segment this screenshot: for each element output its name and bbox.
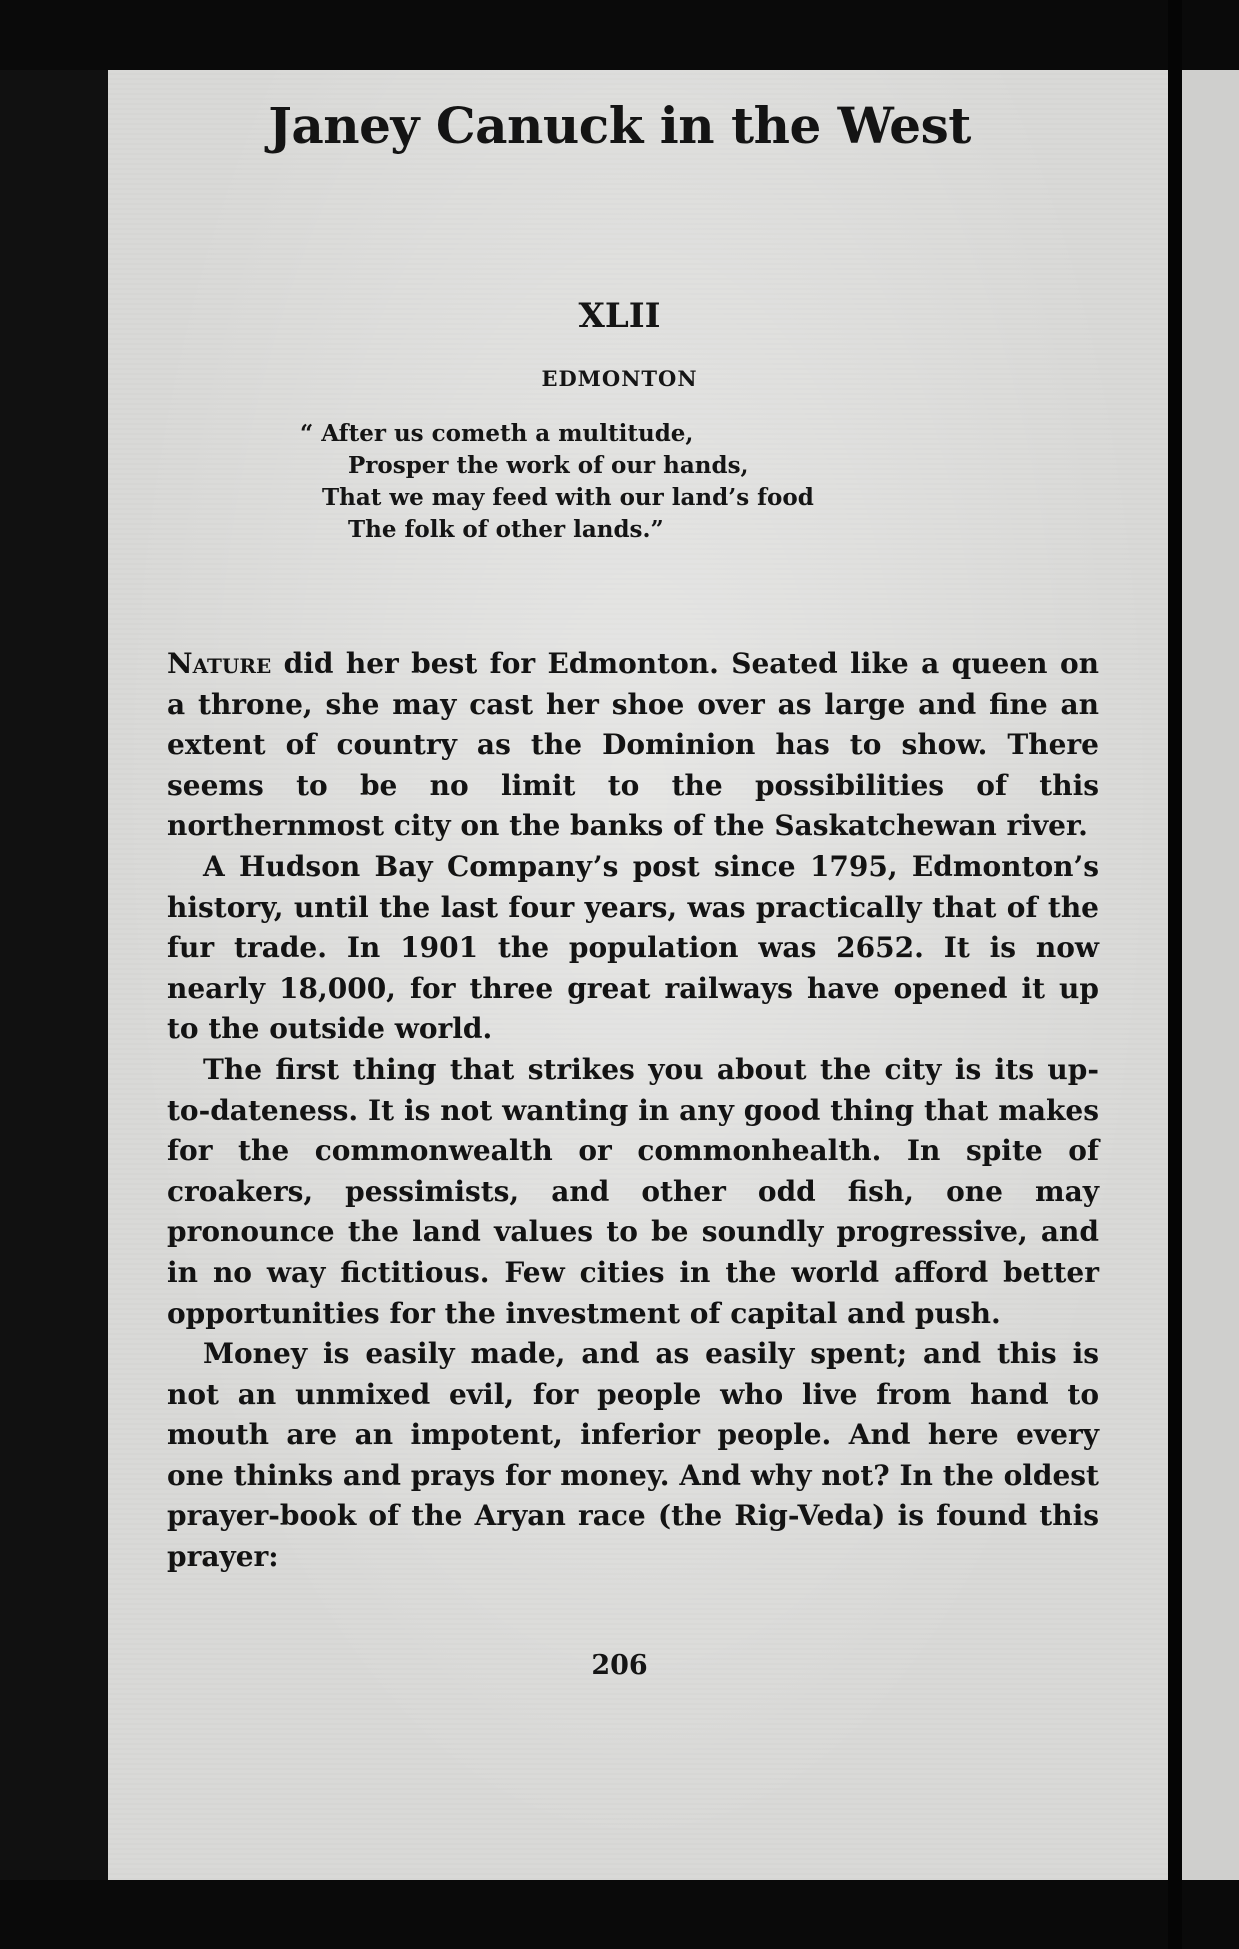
- paragraph-text: did her best for Edmonton. Seated like a queen on a throne, she may cast her shoe over as large and fine an extent of country as the Dominion has to show. There seems to be no limit to the possibilities of this northernmost city on the banks of the Saskatchewan river.: [167, 647, 1099, 843]
- scan-bottom-border: [0, 1880, 1239, 1949]
- paragraph: Money is easily made, and as easily spent; and this is not an unmixed evil, for people who live from hand to mouth are an impotent, inferior people. And here every one thinks and prays for money. And why not? In the oldest prayer-book of the Aryan race (the Rig-Veda) is found this prayer:: [167, 1337, 1099, 1574]
- chapter-number: XLII: [578, 296, 661, 336]
- page-number: 206: [591, 1650, 648, 1681]
- paragraph: [167, 644, 1099, 847]
- paragraph: A Hudson Bay Company’s post since 1795, Edmonton’s history, until the last four years, was practically that of the fur trade. In 1901 the population was 2652. It is now nearly 18,000, for three great railways have opened it up to the outside world.: [167, 849, 1099, 1046]
- chapter-title: EDMONTON: [541, 366, 698, 391]
- epigraph-line: The folk of other lands.”: [348, 516, 664, 543]
- epigraph-line: That we may feed with our land’s food: [322, 484, 814, 511]
- body-text: [167, 644, 1099, 1578]
- paragraph: The first thing that strikes you about the city is its up-to-dateness. It is not wanting in any good thing that makes for the commonwealth or commonhealth. In spite of croakers, pessimists, and other odd fish, one may pronounce the land values to be soundly progressive, and in no way fictitious. Few cities in the world afford better opportunities for the investment of capital and push.: [167, 1052, 1099, 1330]
- epigraph: [300, 418, 814, 546]
- paragraph-lead-word: Nature: [167, 647, 272, 680]
- epigraph-line: Prosper the work of our hands,: [348, 452, 749, 479]
- running-head: Janey Canuck in the West: [268, 96, 971, 155]
- epigraph-line: “ After us cometh a multitude,: [300, 420, 694, 447]
- scan-top-border: [0, 0, 1239, 70]
- adjacent-page-edge: [1182, 70, 1239, 1880]
